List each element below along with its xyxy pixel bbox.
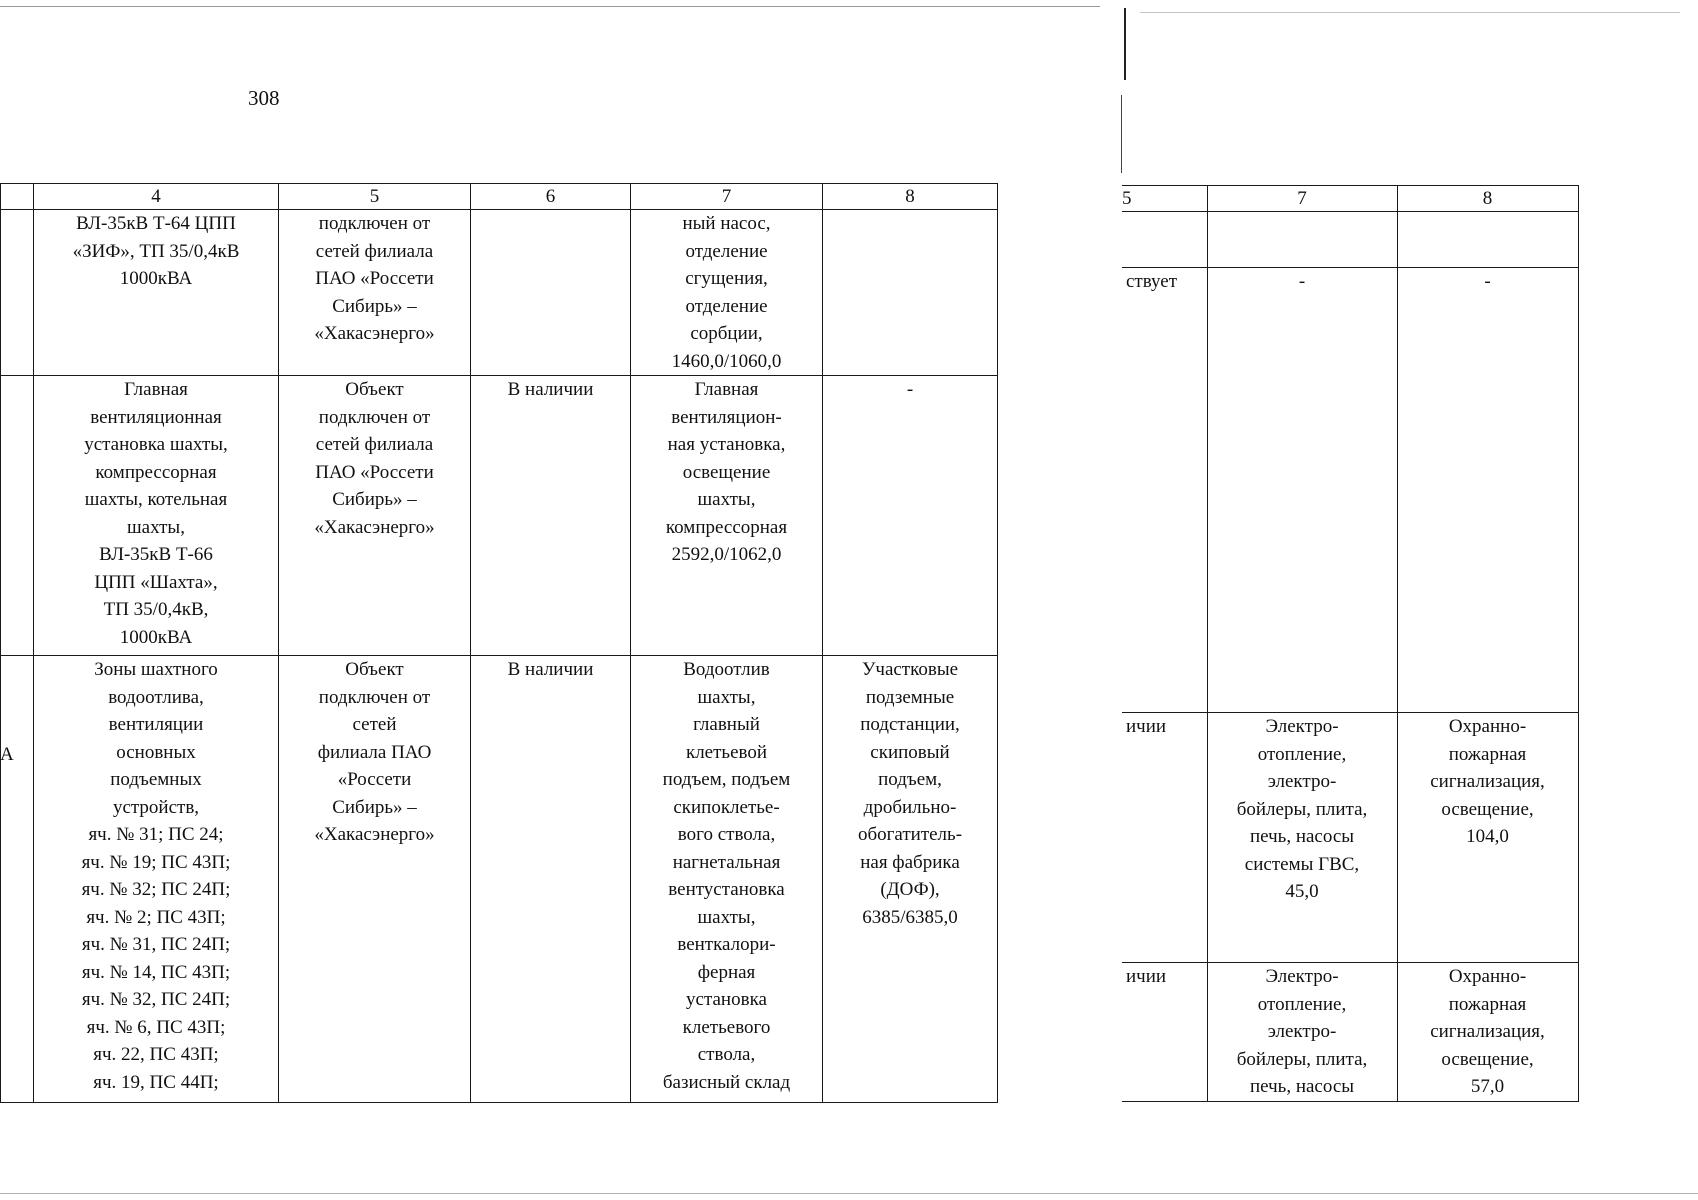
cell-notes: [1397, 963, 1578, 1102]
cell-text-line: шахты,: [127, 516, 185, 538]
cell-text-line: подключен от: [318, 686, 431, 708]
cell-text-line: 1460,0/1060,0: [671, 350, 782, 372]
row-cell-index: [1, 210, 34, 376]
cell-text-line: Зоны шахтного: [94, 659, 218, 680]
cell-consumers: [1207, 212, 1397, 268]
table-row: [1, 210, 998, 376]
cell-text-line: Электро-: [1265, 966, 1339, 987]
cell-text-line: ВЛ-35кВ Т-66: [99, 544, 213, 565]
cell-text-line: -: [1484, 271, 1491, 292]
cell-text-line: вентиляции: [108, 714, 204, 735]
cell-text-line: Объект: [345, 659, 404, 680]
scan-edge-bottom: [0, 1193, 1698, 1194]
cell-text-line: Водоотлив: [683, 659, 770, 680]
cell-text-line: ЦПП «Шахта»,: [94, 571, 218, 593]
cell-consumers: [631, 376, 823, 656]
cell-text-line: 57,0: [1470, 1076, 1505, 1097]
cell-text-line: «Хакасэнерго»: [314, 824, 435, 845]
cell-text-line: сетей филиала: [315, 434, 434, 455]
scan-edge-top: [0, 6, 1100, 7]
cell-text-line: печь, насосы: [1249, 826, 1355, 847]
cell-text-line: водоотлива,: [108, 686, 204, 708]
right-table: [1122, 185, 1579, 1102]
cell-text-line: Охранно-: [1448, 966, 1527, 987]
cell-text-line: сетей филиала: [315, 240, 434, 262]
cell-consumers: [631, 656, 823, 1103]
cell-consumers: [1207, 963, 1397, 1102]
cell-text-line: дробильно-: [863, 796, 957, 818]
cell-text-line: подстанции,: [860, 714, 960, 735]
cell-text-line: Сибирь» –: [332, 489, 417, 510]
cell-text-line: ПАО «Россети: [315, 461, 434, 483]
cell-text-line: яч. № 31; ПС 24;: [88, 824, 224, 845]
cell-text-line: скипоклетье-: [673, 796, 780, 818]
cell-text-line: ичии: [1126, 966, 1167, 987]
right-header-col6: 5: [1122, 186, 1207, 212]
cell-text-line: основных: [116, 741, 196, 763]
cell-text-line: ТП 35/0,4кВ,: [103, 599, 209, 620]
cell-text-line: сетей: [352, 714, 397, 735]
cell-text-line: вентустановка: [668, 879, 785, 900]
cell-text-line: -: [1298, 271, 1306, 292]
cell-text-line: Участковые: [861, 659, 959, 680]
cell-text-line: бойлеры, плита,: [1236, 1048, 1368, 1070]
cell-text-line: системы ГВС,: [1244, 853, 1360, 875]
cell-object-name: [34, 210, 279, 376]
table-row: [1, 656, 998, 1103]
cell-text-line: Сибирь» –: [332, 295, 417, 317]
cell-text-line: обогатитель-: [857, 824, 963, 845]
cell-text-line: подключен от: [318, 406, 431, 428]
cell-text-line: 1000кВА: [119, 268, 193, 289]
table-row: [1, 376, 998, 656]
cell-text-line: отделение: [685, 240, 768, 262]
cell-text-line: сигнализация,: [1430, 1021, 1545, 1042]
cell-availability: [1122, 268, 1207, 713]
cell-consumers: [1207, 713, 1397, 963]
cell-notes: [823, 376, 998, 656]
cell-text-line: установка шахты,: [84, 434, 228, 455]
right-header-col7: 7: [1207, 186, 1397, 212]
cell-text-line: ный насос,: [682, 213, 771, 234]
cell-text-line: клетьевой: [685, 741, 768, 763]
cell-text-line: ствола,: [697, 1044, 756, 1065]
cell-text-line: освещение,: [1441, 1048, 1534, 1070]
cell-text-line: яч. № 14, ПС 43П;: [81, 961, 231, 983]
cell-text-line: вентиляцион-: [671, 406, 782, 428]
table-row: [1122, 713, 1578, 963]
cell-text-line: -: [906, 379, 914, 400]
row-cell-index: [1, 656, 34, 1103]
left-header-col7: 7: [631, 184, 823, 210]
cell-text-line: яч. № 2; ПС 43П;: [86, 906, 226, 928]
cell-text-line: электро-: [1267, 1021, 1337, 1042]
cell-text-line: подъем, подъем: [662, 769, 791, 790]
cell-text-line: компрессорная: [95, 461, 217, 483]
table-row: [1122, 212, 1578, 268]
cell-text-line: яч. № 6, ПС 43П;: [86, 1016, 226, 1038]
cell-text-line: базисный склад: [662, 1071, 791, 1093]
cell-text-line: сигнализация,: [1430, 771, 1545, 792]
cell-text-line: шахты, котельная: [84, 489, 228, 510]
cell-text-line: сгущения,: [685, 268, 768, 289]
page-fold-line: [1124, 8, 1126, 80]
page-fold-tick: [1121, 95, 1122, 173]
cell-text-line: ВЛ-35кВ Т-64 ЦПП: [76, 213, 236, 234]
cell-text-line: ферная: [697, 961, 756, 983]
left-header-col8: 8: [823, 184, 998, 210]
left-table-header-row: [1, 184, 998, 210]
cell-text-line: освещение,: [1441, 798, 1534, 820]
cell-text-line: Электро-: [1265, 716, 1339, 737]
cell-text-line: главный: [693, 714, 760, 735]
cell-text-line: пожарная: [1448, 743, 1527, 765]
left-header-col4: 4: [34, 184, 279, 210]
cell-text-line: «Хакасэнерго»: [314, 516, 435, 538]
cell-text-line: отопление,: [1257, 993, 1347, 1015]
cell-text-line: устройств,: [112, 796, 200, 818]
cell-consumers: [631, 210, 823, 376]
cell-text-line: «ЗИФ», ТП 35/0,4кВ: [72, 240, 240, 262]
cell-text-line: электро-: [1267, 771, 1337, 792]
cell-text-line: освещение: [682, 461, 771, 483]
cell-text-line: Сибирь» –: [332, 796, 417, 818]
cell-text-line: печь, насосы: [1249, 1076, 1355, 1097]
cell-text-line: пожарная: [1448, 993, 1527, 1015]
cell-text-line: сорбции,: [690, 323, 763, 344]
cell-notes: [1397, 713, 1578, 963]
cell-text-line: шахты,: [697, 489, 756, 510]
cell-text-line: яч. № 32, ПС 24П;: [81, 989, 231, 1010]
cell-availability: [471, 210, 631, 376]
cell-text-line: подъемных: [110, 769, 202, 790]
left-header-col3: [1, 184, 34, 210]
cell-text-line: отопление,: [1257, 743, 1347, 765]
left-header-col5: 5: [279, 184, 471, 210]
cell-text-line: филиала ПАО: [317, 741, 432, 763]
cell-text-line: шахты,: [697, 686, 756, 708]
cell-availability: [471, 376, 631, 656]
cell-text-line: 1000кВА: [119, 626, 193, 648]
cell-text-line: нагнетальная: [672, 851, 781, 873]
cell-text-line: шахты,: [697, 906, 756, 928]
cell-notes: [823, 656, 998, 1103]
cell-text-line: яч. № 31, ПС 24П;: [81, 934, 231, 955]
table-row: [1122, 268, 1578, 713]
cell-notes: [823, 210, 998, 376]
cell-text-line: отделение: [685, 295, 768, 317]
cell-text-line: компрессорная: [665, 516, 788, 538]
cell-text-line: яч. 19, ПС 44П;: [93, 1071, 219, 1093]
cell-text-line: вого ствола,: [677, 824, 776, 845]
cell-text-line: 6385/6385,0: [862, 906, 958, 928]
cell-text-line: (ДОФ),: [880, 879, 940, 900]
cell-connection: [279, 656, 471, 1103]
cell-text-line: ствует: [1126, 271, 1178, 292]
cell-notes: [1397, 268, 1578, 713]
left-table: [0, 183, 998, 1103]
cell-text-line: яч. № 19; ПС 43П;: [81, 851, 231, 873]
cell-text-line: ичии: [1126, 716, 1167, 737]
cell-connection: [279, 376, 471, 656]
cell-text-line: венткалори-: [677, 934, 776, 955]
cell-text-line: Главная: [124, 379, 188, 400]
cell-availability: [1122, 212, 1207, 268]
cell-text-line: 45,0: [1285, 881, 1319, 902]
cell-text-line: яч. 22, ПС 43П;: [93, 1044, 219, 1065]
cell-text-line: В наличии: [507, 659, 594, 680]
cell-text-line: Объект: [345, 379, 404, 400]
cell-text-line: «Хакасэнерго»: [314, 323, 435, 344]
cell-text-line: подземные: [865, 686, 955, 708]
cell-text-line: 104,0: [1466, 826, 1509, 847]
cell-consumers: [1207, 268, 1397, 713]
cell-text-line: В наличии: [507, 379, 594, 400]
cell-text-line: яч. № 32; ПС 24П;: [81, 879, 231, 900]
cell-text-line: ная установка,: [667, 434, 786, 455]
right-table-header-row: [1122, 186, 1578, 212]
row-cell-index: [1, 376, 34, 656]
cell-text-line: Главная: [694, 379, 759, 400]
page-number: 308: [248, 86, 280, 110]
cell-object-name: [34, 376, 279, 656]
cell-availability: [1122, 963, 1207, 1102]
cell-text-line: подключен от: [318, 213, 431, 234]
cell-text-line: ПАО «Россети: [315, 268, 434, 289]
cell-text-line: клетьевого: [682, 1016, 771, 1038]
cell-availability: [471, 656, 631, 1103]
cell-text-line: бойлеры, плита,: [1236, 798, 1368, 820]
table-row: [1122, 963, 1578, 1102]
margin-letter: А: [0, 744, 14, 765]
cell-connection: [279, 210, 471, 376]
cell-text-line: вентиляционная: [90, 406, 222, 428]
cell-text-line: 2592,0/1062,0: [671, 544, 782, 565]
cell-availability: [1122, 713, 1207, 963]
cell-text-line: Охранно-: [1448, 716, 1527, 737]
cell-text-line: подъем,: [878, 769, 942, 790]
right-header-col8: 8: [1397, 186, 1578, 212]
left-header-col6: 6: [471, 184, 631, 210]
cell-text-line: установка: [686, 989, 767, 1010]
cell-text-line: «Россети: [337, 769, 412, 790]
scan-edge-top-right: [1140, 12, 1680, 13]
cell-object-name: [34, 656, 279, 1103]
cell-text-line: скиповый: [870, 741, 950, 763]
cell-text-line: ная фабрика: [860, 851, 960, 873]
cell-notes: [1397, 212, 1578, 268]
